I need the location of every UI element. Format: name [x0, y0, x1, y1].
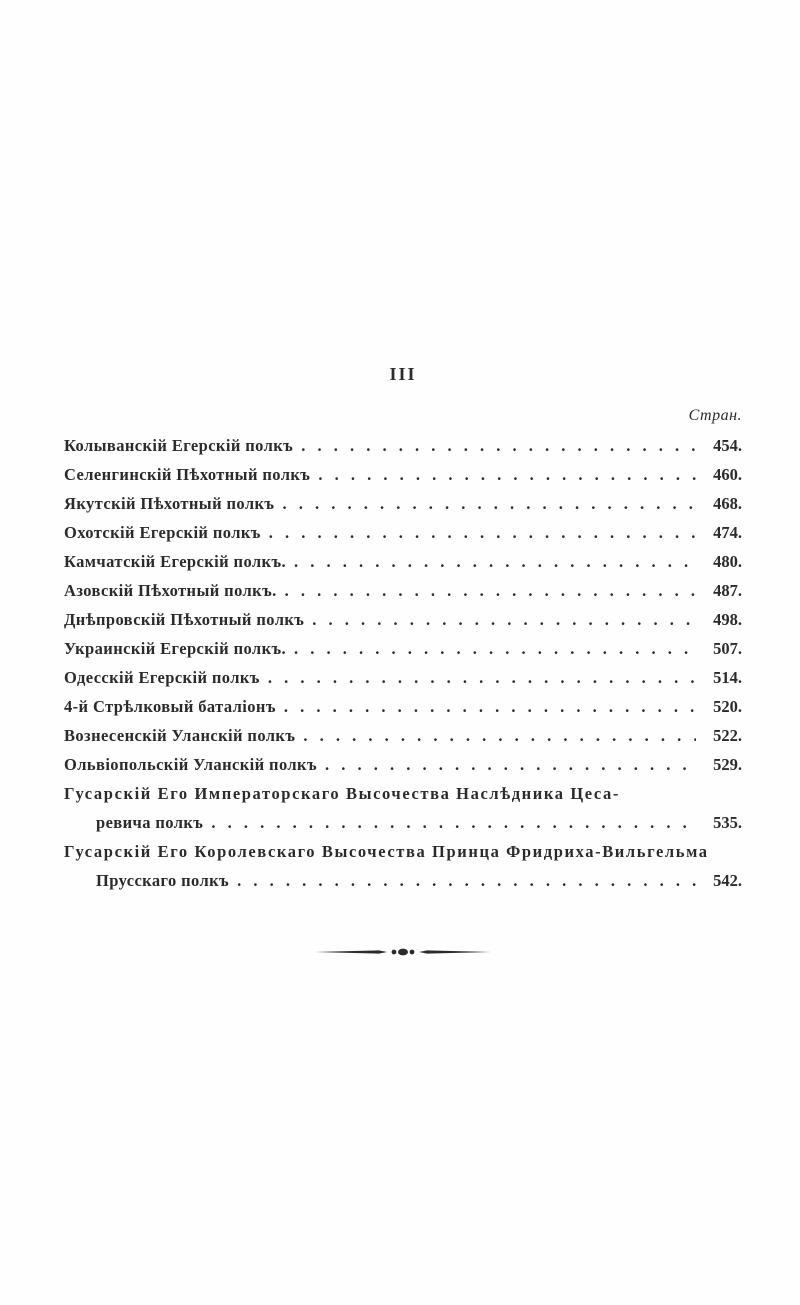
dot-leader [284, 692, 696, 721]
entry-title: Одесскій Егерскій полкъ [64, 668, 260, 687]
page-content [64, 364, 742, 961]
toc-entry [64, 431, 742, 460]
entry-title: Колыванскій Егерскій полкъ [64, 436, 294, 455]
dot-leader [294, 547, 696, 576]
entry-page-number: 498. [713, 610, 742, 629]
entry-page-number: 522. [713, 726, 742, 745]
entry-page-number: 535. [713, 813, 742, 832]
entry-page-number: 507. [713, 639, 742, 658]
toc-entry [64, 750, 742, 779]
dot-leader [301, 431, 696, 460]
entry-page-number: 460. [713, 465, 742, 484]
toc-entry [64, 576, 742, 605]
entry-title: Украинскій Егерскій полкъ. [64, 639, 287, 658]
entry-page-number: 487. [713, 581, 742, 600]
entry-title: Ольвіопольскій Уланскій полкъ [64, 755, 317, 774]
entry-title: Вознесенскій Уланскій полкъ [64, 726, 296, 745]
toc-entry [64, 460, 742, 489]
dot-leader [268, 663, 696, 692]
toc-list [64, 431, 742, 895]
entry-page-number: 520. [713, 697, 742, 716]
dot-leader [285, 576, 696, 605]
toc-entry [64, 518, 742, 547]
divider-ornament [64, 943, 742, 961]
entry-title-continued: Прусскаго полкъ [96, 871, 230, 890]
dot-leader [325, 750, 696, 779]
tailpiece-rule-icon [313, 945, 493, 959]
entry-page-number: 468. [713, 494, 742, 513]
page-column-label: Стран. [688, 407, 742, 424]
toc-entry [64, 721, 742, 750]
toc-entry [64, 489, 742, 518]
entry-title: Камчатскій Егерскій полкъ. [64, 552, 286, 571]
toc-entry [64, 837, 742, 895]
entry-page-number: 474. [713, 523, 742, 542]
entry-page-number: 529. [713, 755, 742, 774]
entry-title: Азовскій Пѣхотный полкъ. [64, 581, 277, 600]
entry-title: Днѣпровскій Пѣхотный полкъ [64, 610, 305, 629]
toc-entry [64, 692, 742, 721]
dot-leader [303, 721, 696, 750]
entry-title: 4-й Стрѣлковый баталіонъ [64, 697, 276, 716]
dot-leader [318, 460, 696, 489]
page-number-heading: III [389, 364, 417, 384]
entry-title: Охотскій Егерскій полкъ [64, 523, 261, 542]
toc-entry [64, 547, 742, 576]
entry-title: Селенгинскій Пѣхотный полкъ [64, 465, 311, 484]
dot-leader [282, 489, 696, 518]
entry-page-number: 454. [713, 436, 742, 455]
entry-page-number: 514. [713, 668, 742, 687]
dot-leader [294, 634, 696, 663]
toc-entry [64, 605, 742, 634]
toc-entry [64, 779, 742, 837]
toc-entry [64, 663, 742, 692]
dot-leader [211, 808, 696, 837]
entry-title: Гусарскій Его Императорскаго Высочества Наслѣдника Цеса- [64, 784, 620, 803]
toc-entry [64, 634, 742, 663]
dot-leader [237, 866, 696, 895]
entry-title: Якутскій Пѣхотный полкъ [64, 494, 275, 513]
dot-leader [269, 518, 696, 547]
dot-leader [312, 605, 696, 634]
entry-page-number: 480. [713, 552, 742, 571]
entry-title-continued: ревича полкъ [96, 813, 204, 832]
entry-page-number: 542. [713, 871, 742, 890]
entry-title: Гусарскій Его Королевскаго Высочества Принца Фридриха-Вильгельма [64, 842, 709, 861]
